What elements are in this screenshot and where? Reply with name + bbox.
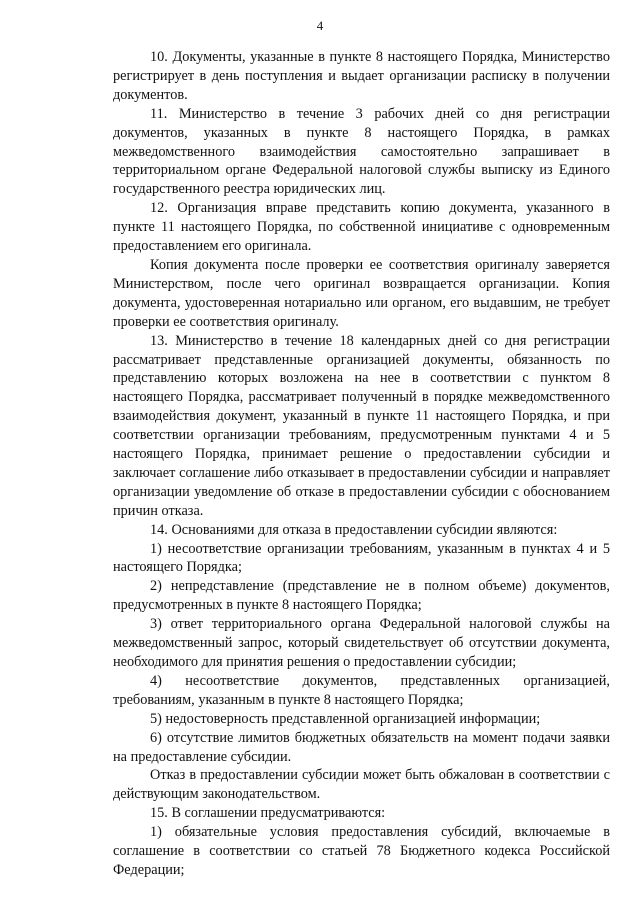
paragraph-refusal-appeal: Отказ в предоставлении субсидии может быть обжалован в соответствии с действующим законодательством.	[113, 767, 610, 803]
list-item-14-5: 5) недостоверность представленной организацией информации;	[150, 710, 541, 727]
paragraph-11: 11. Министерство в течение 3 рабочих дней со дня регистрации документов, указанных в пункте 8 настоящего Порядка, в рамках межведомственного взаимодействия самостоятельно запрашивает в территориальном органе Федеральной налоговой службы выписку из Единого государственного реестра юридических лиц.	[113, 105, 610, 198]
list-item-14-3: 3) ответ территориального органа Федеральной налоговой службы на межведомственный запрос, который свидетельствует об отсутствии документа, необходимого для принятия решения о предоставлении субсидии;	[113, 616, 610, 670]
paragraph-13: 13. Министерство в течение 18 календарных дней со дня регистрации рассматривает представленные организацией документы, обязанность по представлению которых возложена на нее в соответствии с пунктом 8 настоящего Порядка, рассматривает полученный в порядке межведомственного взаимодействия документ, указанный в пункте 11 настоящего Порядка, и при соответствии организации требованиям, предусмотренным пунктами 4 и 5 настоящего Порядка, принимает решение о предоставлении субсидии и заключает соглашение либо отказывает в предоставлении субсидии и направляет организации уведомление об отказе в предоставлении субсидии с обоснованием причин отказа.	[113, 332, 610, 519]
list-item-14-4: 4) несоответствие документов, представленных организацией, требованиям, указанным в пункте 8 настоящего Порядка;	[113, 672, 610, 708]
list-item-14-2: 2) непредставление (представление не в полном объеме) документов, предусмотренных в пункте 8 настоящего Порядка;	[113, 578, 610, 614]
page-number: 4	[316, 18, 324, 33]
list-item-14-6: 6) отсутствие лимитов бюджетных обязательств на момент подачи заявки на предоставление субсидии.	[113, 729, 610, 765]
list-item-14-1: 1) несоответствие организации требованиям, указанным в пунктах 4 и 5 настоящего Порядка;	[113, 540, 610, 576]
paragraph-10: 10. Документы, указанные в пункте 8 настоящего Порядка, Министерство регистрирует в день поступления и выдает организации расписку в получении документов.	[113, 49, 610, 103]
paragraph-12: 12. Организация вправе представить копию документа, указанного в пункте 11 настоящего Порядка, по собственной инициативе с одновременным предоставлением его оригинала.	[113, 200, 610, 255]
list-item-15-1: 1) обязательные условия предоставления субсидий, включаемые в соглашение в соответствии со статьей 78 Бюджетного кодекса Российской Федерации;	[113, 824, 610, 878]
paragraph-12-copy: Копия документа после проверки ее соответствия оригиналу заверяется Министерством, после чего оригинал возвращается организации. Копия документа, удостоверенная нотариально или органом, его выдавшим, не требует проверки ее соответствия оригиналу.	[113, 256, 610, 330]
paragraph-15: 15. В соглашении предусматриваются:	[150, 805, 386, 822]
document-body	[113, 48, 610, 880]
paragraph-14: 14. Основаниями для отказа в предоставлении субсидии являются:	[150, 521, 558, 538]
